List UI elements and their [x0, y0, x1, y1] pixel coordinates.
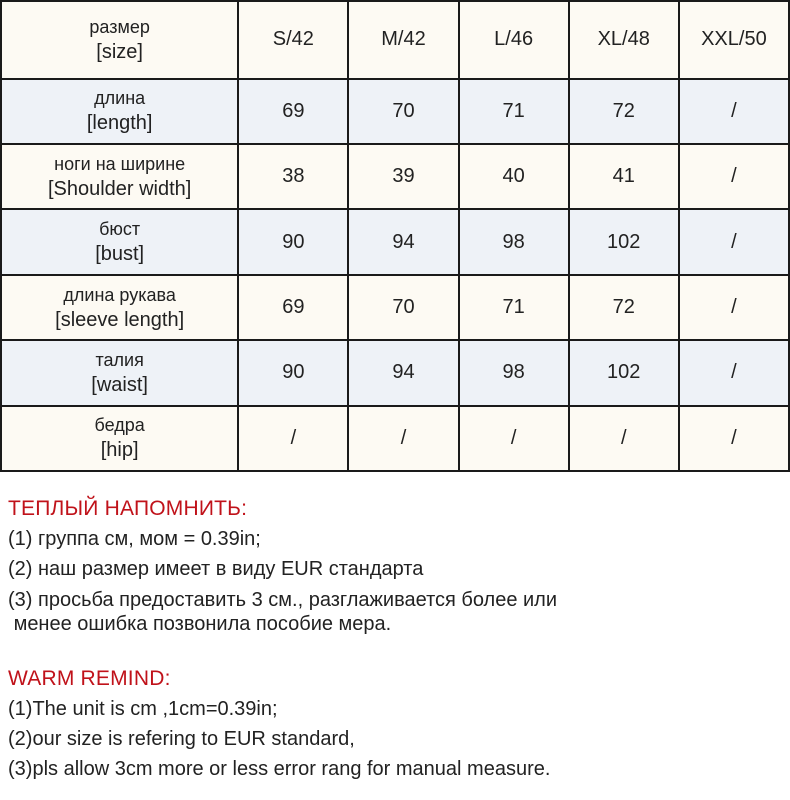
size-heading-xl: XL/48: [569, 1, 679, 79]
row-label-en: [hip]: [100, 439, 139, 462]
value-cell: 69: [238, 79, 348, 144]
row-label-ru: бедра: [94, 415, 145, 436]
value-cell: 90: [238, 340, 348, 405]
value-cell: 98: [459, 340, 569, 405]
note-en-3: (3)pls allow 3cm more or less error rang for manual measure.: [8, 758, 551, 780]
value-cell: 72: [569, 79, 679, 144]
table-row-sleeve-length: [1, 275, 789, 340]
value-cell: /: [679, 144, 789, 209]
row-label-cell: [1, 406, 238, 471]
row-label-en: [waist]: [91, 373, 148, 396]
notes-spacer: [8, 636, 778, 664]
size-heading-xxl: XXL/50: [679, 1, 789, 79]
table-row-hip: [1, 406, 789, 471]
row-label-cell: [1, 275, 238, 340]
row-label-en: [sleeve length]: [55, 308, 185, 331]
value-cell: /: [348, 406, 458, 471]
table-row-length: [1, 79, 789, 144]
size-label-en: [size]: [96, 40, 143, 63]
notes-section: [8, 494, 778, 784]
value-cell: 69: [238, 275, 348, 340]
value-cell: 41: [569, 144, 679, 209]
row-label-cell: [1, 79, 238, 144]
value-cell: /: [569, 406, 679, 471]
value-cell: 94: [348, 209, 458, 274]
value-cell: 40: [459, 144, 569, 209]
value-cell: /: [238, 406, 348, 471]
notes-heading-en: WARM REMIND:: [8, 667, 171, 690]
row-label-en: [length]: [86, 112, 153, 135]
size-label-ru: размер: [89, 16, 150, 37]
row-label-ru: талия: [95, 349, 144, 370]
row-label-cell: [1, 144, 238, 209]
row-label-ru: бюст: [99, 219, 141, 240]
value-cell: /: [459, 406, 569, 471]
table-row-waist: [1, 340, 789, 405]
size-header-row: [1, 1, 789, 79]
value-cell: 102: [569, 340, 679, 405]
row-label-ru: ноги на ширине: [54, 153, 186, 174]
note-ru-2: (2) наш размер имеет в виду EUR стандарта: [8, 558, 424, 580]
notes-heading-ru: ТЕПЛЫЙ НАПОМНИТЬ:: [8, 497, 248, 520]
value-cell: /: [679, 340, 789, 405]
row-label-cell: [1, 340, 238, 405]
value-cell: /: [679, 79, 789, 144]
size-label-cell: [1, 1, 238, 79]
table-row-shoulder-width: [1, 144, 789, 209]
note-en-1: (1)The unit is cm ,1cm=0.39in;: [8, 698, 278, 720]
value-cell: 72: [569, 275, 679, 340]
value-cell: 94: [348, 340, 458, 405]
table-row-bust: [1, 209, 789, 274]
value-cell: /: [679, 209, 789, 274]
value-cell: 70: [348, 275, 458, 340]
row-label-ru: длина рукава: [63, 284, 176, 305]
row-label-en: [bust]: [95, 243, 145, 266]
note-ru-3: (3) просьба предоставить 3 см., разглаживается более или менее ошибка позвонила пособие мера.: [8, 589, 558, 635]
value-cell: 102: [569, 209, 679, 274]
size-heading-s: S/42: [238, 1, 348, 79]
row-label-cell: [1, 209, 238, 274]
value-cell: 70: [348, 79, 458, 144]
note-ru-1: (1) группа см, мом = 0.39in;: [8, 528, 261, 550]
value-cell: 71: [459, 275, 569, 340]
value-cell: /: [679, 406, 789, 471]
value-cell: 39: [348, 144, 458, 209]
value-cell: 90: [238, 209, 348, 274]
size-heading-m: M/42: [348, 1, 458, 79]
size-heading-l: L/46: [459, 1, 569, 79]
value-cell: 71: [459, 79, 569, 144]
value-cell: 38: [238, 144, 348, 209]
value-cell: /: [679, 275, 789, 340]
value-cell: 98: [459, 209, 569, 274]
note-en-2: (2)our size is refering to EUR standard,: [8, 728, 355, 750]
row-label-en: [Shoulder width]: [47, 177, 192, 200]
row-label-ru: длина: [94, 88, 146, 109]
